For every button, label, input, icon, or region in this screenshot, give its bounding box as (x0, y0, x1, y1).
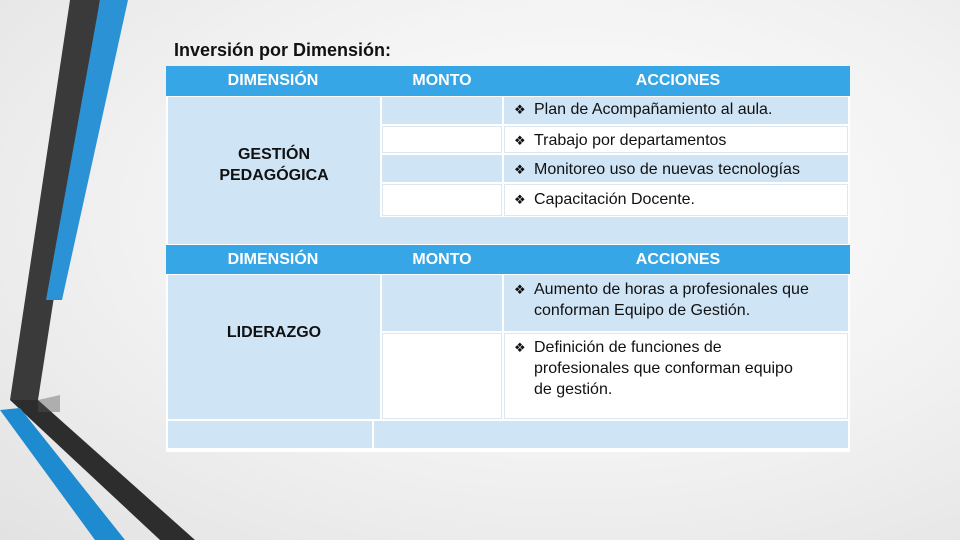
monto-cell-2 (382, 126, 502, 153)
footer-cell-left (168, 421, 372, 448)
diamond-bullet-icon: ❖ (514, 192, 526, 207)
header-dimension (166, 66, 380, 96)
monto-cell-2 (382, 333, 502, 419)
accion-item (514, 189, 695, 210)
header-monto-label: MONTO (412, 251, 472, 268)
dimension-cell (168, 275, 380, 419)
page-title: Inversión por Dimensión: (174, 40, 392, 60)
diamond-bullet-icon: ❖ (514, 162, 526, 177)
diamond-bullet-icon: ❖ (514, 133, 526, 148)
header-dimension (166, 245, 380, 274)
footer-row (168, 217, 848, 244)
header-monto (382, 66, 502, 96)
diamond-bullet-icon: ❖ (514, 340, 526, 355)
accion-text-continued: de gestión. (534, 381, 613, 398)
accion-text: Aumento de horas a profesionales que (534, 281, 809, 298)
header-monto (382, 245, 502, 274)
accion-item (514, 130, 726, 151)
monto-cell-1 (382, 275, 502, 331)
diamond-bullet-icon: ❖ (514, 102, 526, 117)
monto-cell-1 (382, 97, 502, 124)
dark-stripe-shape (10, 0, 100, 400)
header-acciones (506, 245, 850, 274)
gestion-pedagogica-table (166, 66, 850, 246)
dimension-label-2: LIDERAZGO (226, 324, 322, 341)
header-acciones (506, 66, 850, 96)
footer-cell-right (374, 421, 848, 448)
accion-item (514, 337, 793, 400)
dimension-label-line2: PEDAGÓGICA (219, 167, 329, 184)
dimension-label-1 (176, 144, 372, 186)
header-dimension-label: DIMENSIÓN (227, 72, 319, 89)
header-acciones-label: ACCIONES (635, 72, 721, 89)
diamond-bullet-icon: ❖ (514, 282, 526, 297)
header-acciones-label: ACCIONES (635, 251, 721, 268)
monto-cell-4 (382, 184, 502, 216)
accion-text: Plan de Acompañamiento al aula. (534, 101, 773, 118)
header-monto-label: MONTO (412, 72, 472, 89)
accion-text: Trabajo por departamentos (534, 132, 727, 149)
accion-text: Monitoreo uso de nuevas tecnologías (534, 161, 800, 178)
accion-text-continued: conforman Equipo de Gestión. (534, 302, 751, 319)
accion-item (514, 279, 809, 321)
accion-text: Definición de funciones de (534, 339, 722, 356)
monto-cell-3 (382, 155, 502, 182)
accion-item (514, 159, 800, 180)
accion-text-continued: profesionales que conforman equipo (534, 360, 793, 377)
joint-shadow-shape (38, 395, 60, 412)
dimension-label-line1: GESTIÓN (237, 146, 310, 163)
accion-text: Capacitación Docente. (534, 191, 695, 208)
header-dimension-label: DIMENSIÓN (227, 251, 319, 268)
liderazgo-table (166, 245, 850, 452)
accion-item (514, 99, 772, 120)
